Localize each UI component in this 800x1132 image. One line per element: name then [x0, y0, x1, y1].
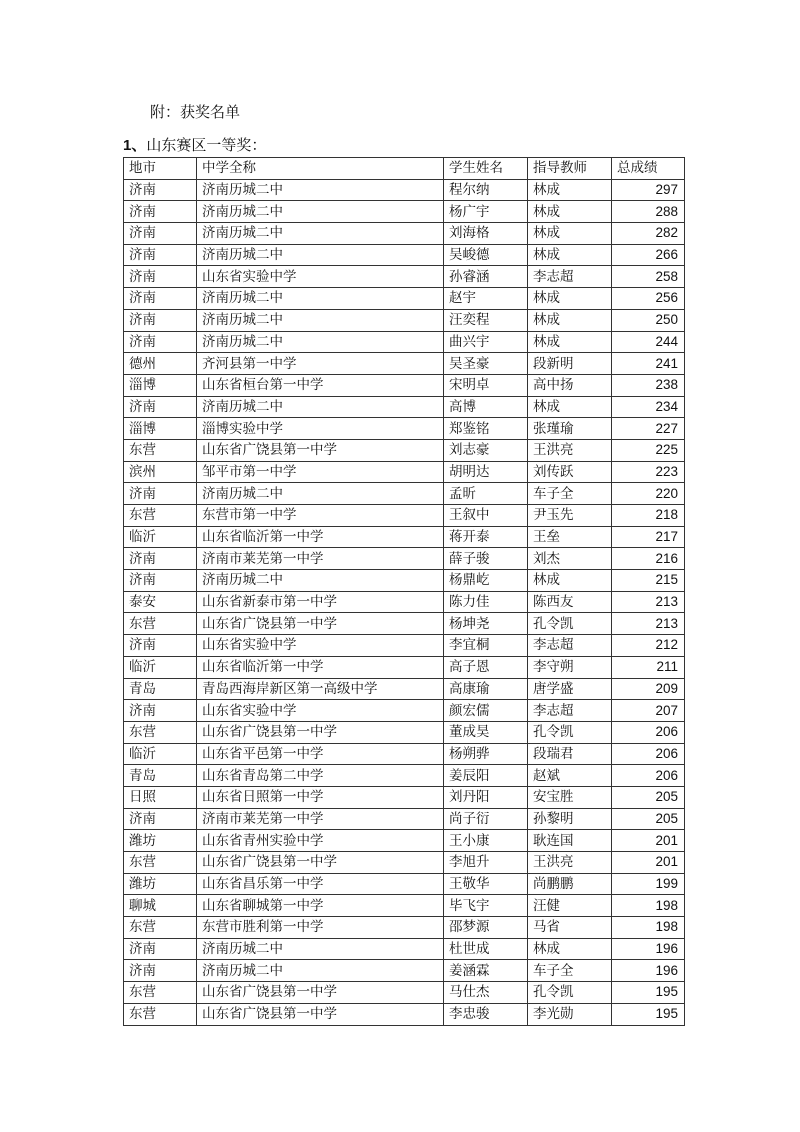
cell-score: 218 [612, 505, 685, 527]
cell-school: 山东省实验中学 [197, 635, 444, 657]
cell-city: 潍坊 [124, 873, 197, 895]
table-row [124, 656, 685, 678]
cell-teacher: 孔令凯 [528, 982, 612, 1004]
award-rows [124, 179, 685, 1025]
table-row [124, 505, 685, 527]
cell-student: 杨坤尧 [444, 613, 528, 635]
cell-student: 孟昕 [444, 483, 528, 505]
cell-teacher: 林成 [528, 179, 612, 201]
cell-score: 199 [612, 873, 685, 895]
cell-city: 东营 [124, 1003, 197, 1025]
table-row [124, 852, 685, 874]
cell-city: 济南 [124, 331, 197, 353]
table-row [124, 483, 685, 505]
cell-teacher: 耿连国 [528, 830, 612, 852]
cell-teacher: 段瑞君 [528, 743, 612, 765]
cell-student: 吴圣豪 [444, 353, 528, 375]
cell-city: 东营 [124, 917, 197, 939]
table-row [124, 786, 685, 808]
cell-student: 刘志豪 [444, 439, 528, 461]
table-row [124, 700, 685, 722]
cell-score: 266 [612, 244, 685, 266]
cell-score: 205 [612, 786, 685, 808]
cell-student: 郑鉴铭 [444, 418, 528, 440]
cell-city: 济南 [124, 808, 197, 830]
cell-score: 288 [612, 201, 685, 223]
table-row [124, 635, 685, 657]
table-row [124, 418, 685, 440]
cell-teacher: 李光勋 [528, 1003, 612, 1025]
table-row [124, 331, 685, 353]
cell-score: 196 [612, 960, 685, 982]
table-row [124, 613, 685, 635]
cell-teacher: 孔令凯 [528, 613, 612, 635]
cell-school: 山东省临沂第一中学 [197, 526, 444, 548]
award-table [123, 157, 685, 1026]
cell-teacher: 刘杰 [528, 548, 612, 570]
cell-teacher: 李守朔 [528, 656, 612, 678]
cell-teacher: 张瑾瑜 [528, 418, 612, 440]
cell-city: 济南 [124, 960, 197, 982]
cell-school: 山东省青州实验中学 [197, 830, 444, 852]
cell-score: 238 [612, 374, 685, 396]
cell-score: 211 [612, 656, 685, 678]
cell-teacher: 林成 [528, 223, 612, 245]
table-row [124, 439, 685, 461]
cell-city: 东营 [124, 721, 197, 743]
cell-student: 王叙中 [444, 505, 528, 527]
cell-teacher: 李志超 [528, 700, 612, 722]
cell-school: 山东省日照第一中学 [197, 786, 444, 808]
cell-city: 济南 [124, 570, 197, 592]
cell-school: 济南历城二中 [197, 288, 444, 310]
cell-school: 山东省昌乐第一中学 [197, 873, 444, 895]
annex-title: 附：获奖名单 [150, 103, 241, 121]
cell-school: 山东省广饶县第一中学 [197, 982, 444, 1004]
cell-city: 济南 [124, 201, 197, 223]
cell-student: 曲兴宇 [444, 331, 528, 353]
header-score: 总成绩 [612, 158, 685, 180]
cell-score: 198 [612, 895, 685, 917]
cell-school: 山东省广饶县第一中学 [197, 852, 444, 874]
cell-student: 马仕杰 [444, 982, 528, 1004]
cell-student: 陈力佳 [444, 591, 528, 613]
cell-city: 东营 [124, 439, 197, 461]
cell-teacher: 车子全 [528, 960, 612, 982]
cell-city: 日照 [124, 786, 197, 808]
cell-city: 潍坊 [124, 830, 197, 852]
table-row [124, 548, 685, 570]
cell-teacher: 汪健 [528, 895, 612, 917]
cell-student: 毕飞宇 [444, 895, 528, 917]
table-row [124, 765, 685, 787]
cell-school: 济南历城二中 [197, 483, 444, 505]
cell-school: 东营市胜利第一中学 [197, 917, 444, 939]
cell-student: 杨广宇 [444, 201, 528, 223]
cell-student: 李忠骏 [444, 1003, 528, 1025]
cell-teacher: 林成 [528, 201, 612, 223]
cell-school: 山东省平邑第一中学 [197, 743, 444, 765]
cell-school: 济南历城二中 [197, 244, 444, 266]
table-row [124, 960, 685, 982]
cell-score: 207 [612, 700, 685, 722]
cell-score: 297 [612, 179, 685, 201]
cell-student: 程尔纳 [444, 179, 528, 201]
table-row [124, 526, 685, 548]
cell-school: 济南历城二中 [197, 309, 444, 331]
cell-student: 李旭升 [444, 852, 528, 874]
cell-city: 济南 [124, 223, 197, 245]
cell-city: 德州 [124, 353, 197, 375]
cell-score: 196 [612, 938, 685, 960]
cell-city: 东营 [124, 982, 197, 1004]
cell-city: 东营 [124, 613, 197, 635]
cell-teacher: 段新明 [528, 353, 612, 375]
cell-student: 杨鼎屹 [444, 570, 528, 592]
cell-student: 姜涵霖 [444, 960, 528, 982]
table-row [124, 743, 685, 765]
cell-school: 济南历城二中 [197, 331, 444, 353]
cell-city: 济南 [124, 266, 197, 288]
section-title-text: 山东赛区一等奖： [146, 136, 267, 154]
cell-student: 高康瑜 [444, 678, 528, 700]
cell-student: 蒋开泰 [444, 526, 528, 548]
table-row [124, 396, 685, 418]
cell-school: 山东省临沂第一中学 [197, 656, 444, 678]
cell-school: 山东省实验中学 [197, 700, 444, 722]
table-row [124, 721, 685, 743]
cell-teacher: 安宝胜 [528, 786, 612, 808]
section-number: 1、 [123, 137, 147, 154]
cell-score: 206 [612, 743, 685, 765]
cell-score: 234 [612, 396, 685, 418]
cell-teacher: 林成 [528, 570, 612, 592]
cell-teacher: 刘传跃 [528, 461, 612, 483]
cell-score: 256 [612, 288, 685, 310]
cell-city: 济南 [124, 396, 197, 418]
cell-score: 227 [612, 418, 685, 440]
cell-school: 济南历城二中 [197, 396, 444, 418]
table-row [124, 244, 685, 266]
table-row [124, 570, 685, 592]
cell-city: 淄博 [124, 374, 197, 396]
cell-city: 济南 [124, 483, 197, 505]
cell-teacher: 林成 [528, 938, 612, 960]
cell-school: 山东省广饶县第一中学 [197, 721, 444, 743]
cell-score: 209 [612, 678, 685, 700]
cell-score: 244 [612, 331, 685, 353]
table-row [124, 266, 685, 288]
cell-student: 尚子衍 [444, 808, 528, 830]
cell-student: 刘海格 [444, 223, 528, 245]
table-row [124, 591, 685, 613]
cell-teacher: 王洪亮 [528, 439, 612, 461]
cell-score: 223 [612, 461, 685, 483]
cell-student: 董成昊 [444, 721, 528, 743]
cell-student: 孙睿涵 [444, 266, 528, 288]
cell-student: 杜世成 [444, 938, 528, 960]
cell-city: 东营 [124, 505, 197, 527]
cell-teacher: 林成 [528, 288, 612, 310]
cell-school: 山东省实验中学 [197, 266, 444, 288]
cell-school: 济南市莱芜第一中学 [197, 808, 444, 830]
cell-city: 济南 [124, 179, 197, 201]
cell-score: 212 [612, 635, 685, 657]
cell-city: 济南 [124, 700, 197, 722]
cell-school: 济南历城二中 [197, 938, 444, 960]
cell-teacher: 李志超 [528, 635, 612, 657]
cell-score: 250 [612, 309, 685, 331]
cell-score: 198 [612, 917, 685, 939]
cell-student: 胡明达 [444, 461, 528, 483]
cell-score: 205 [612, 808, 685, 830]
cell-teacher: 尹玉先 [528, 505, 612, 527]
table-row [124, 201, 685, 223]
cell-teacher: 孔令凯 [528, 721, 612, 743]
cell-teacher: 唐学盛 [528, 678, 612, 700]
cell-teacher: 王洪亮 [528, 852, 612, 874]
cell-teacher: 王垒 [528, 526, 612, 548]
cell-teacher: 赵斌 [528, 765, 612, 787]
cell-score: 213 [612, 613, 685, 635]
table-row [124, 873, 685, 895]
cell-school: 山东省青岛第二中学 [197, 765, 444, 787]
cell-score: 220 [612, 483, 685, 505]
cell-city: 临沂 [124, 656, 197, 678]
cell-student: 王小康 [444, 830, 528, 852]
cell-student: 刘丹阳 [444, 786, 528, 808]
cell-city: 淄博 [124, 418, 197, 440]
cell-teacher: 高中扬 [528, 374, 612, 396]
cell-student: 高博 [444, 396, 528, 418]
cell-score: 195 [612, 982, 685, 1004]
cell-school: 邹平市第一中学 [197, 461, 444, 483]
cell-student: 杨朔骅 [444, 743, 528, 765]
header-teacher: 指导教师 [528, 158, 612, 180]
cell-teacher: 孙黎明 [528, 808, 612, 830]
table-row [124, 288, 685, 310]
table-row [124, 179, 685, 201]
cell-student: 高子恩 [444, 656, 528, 678]
cell-score: 201 [612, 852, 685, 874]
table-row [124, 223, 685, 245]
cell-score: 206 [612, 721, 685, 743]
cell-teacher: 陈西友 [528, 591, 612, 613]
cell-score: 225 [612, 439, 685, 461]
table-row [124, 678, 685, 700]
cell-school: 山东省新泰市第一中学 [197, 591, 444, 613]
cell-city: 济南 [124, 548, 197, 570]
table-row [124, 309, 685, 331]
cell-teacher: 林成 [528, 244, 612, 266]
cell-score: 195 [612, 1003, 685, 1025]
cell-city: 济南 [124, 938, 197, 960]
cell-city: 青岛 [124, 678, 197, 700]
cell-score: 217 [612, 526, 685, 548]
table-row [124, 353, 685, 375]
table-row [124, 830, 685, 852]
cell-school: 山东省桓台第一中学 [197, 374, 444, 396]
cell-city: 东营 [124, 852, 197, 874]
header-student: 学生姓名 [444, 158, 528, 180]
table-header-row [124, 158, 685, 180]
table-row [124, 982, 685, 1004]
cell-score: 215 [612, 570, 685, 592]
cell-score: 201 [612, 830, 685, 852]
cell-school: 济南市莱芜第一中学 [197, 548, 444, 570]
cell-teacher: 车子全 [528, 483, 612, 505]
cell-score: 258 [612, 266, 685, 288]
cell-score: 282 [612, 223, 685, 245]
cell-student: 吴峻德 [444, 244, 528, 266]
cell-school: 山东省聊城第一中学 [197, 895, 444, 917]
cell-student: 邵梦源 [444, 917, 528, 939]
header-city: 地市 [124, 158, 197, 180]
cell-teacher: 尚鹏鹏 [528, 873, 612, 895]
cell-school: 山东省广饶县第一中学 [197, 1003, 444, 1025]
cell-city: 临沂 [124, 743, 197, 765]
table-row [124, 374, 685, 396]
table-row [124, 917, 685, 939]
cell-teacher: 林成 [528, 309, 612, 331]
cell-school: 济南历城二中 [197, 570, 444, 592]
cell-score: 216 [612, 548, 685, 570]
cell-school: 齐河县第一中学 [197, 353, 444, 375]
cell-school: 济南历城二中 [197, 201, 444, 223]
table-row [124, 461, 685, 483]
cell-score: 241 [612, 353, 685, 375]
cell-city: 济南 [124, 244, 197, 266]
cell-city: 泰安 [124, 591, 197, 613]
table-row [124, 808, 685, 830]
table-row [124, 895, 685, 917]
cell-city: 济南 [124, 288, 197, 310]
cell-city: 临沂 [124, 526, 197, 548]
cell-city: 聊城 [124, 895, 197, 917]
cell-school: 山东省广饶县第一中学 [197, 439, 444, 461]
cell-school: 青岛西海岸新区第一高级中学 [197, 678, 444, 700]
table-row [124, 1003, 685, 1025]
cell-score: 206 [612, 765, 685, 787]
cell-student: 汪奕程 [444, 309, 528, 331]
cell-teacher: 林成 [528, 331, 612, 353]
cell-city: 济南 [124, 309, 197, 331]
cell-school: 济南历城二中 [197, 179, 444, 201]
cell-school: 济南历城二中 [197, 223, 444, 245]
cell-teacher: 林成 [528, 396, 612, 418]
cell-student: 王敬华 [444, 873, 528, 895]
cell-student: 薛子骏 [444, 548, 528, 570]
header-school: 中学全称 [197, 158, 444, 180]
cell-school: 济南历城二中 [197, 960, 444, 982]
cell-student: 李宜桐 [444, 635, 528, 657]
cell-school: 淄博实验中学 [197, 418, 444, 440]
cell-student: 姜辰阳 [444, 765, 528, 787]
cell-teacher: 马省 [528, 917, 612, 939]
cell-teacher: 李志超 [528, 266, 612, 288]
cell-city: 滨州 [124, 461, 197, 483]
table-row [124, 938, 685, 960]
cell-school: 山东省广饶县第一中学 [197, 613, 444, 635]
section-heading [123, 134, 266, 157]
cell-city: 济南 [124, 635, 197, 657]
cell-school: 东营市第一中学 [197, 505, 444, 527]
cell-student: 宋明卓 [444, 374, 528, 396]
cell-city: 青岛 [124, 765, 197, 787]
cell-student: 赵宇 [444, 288, 528, 310]
cell-score: 213 [612, 591, 685, 613]
cell-student: 颜宏儒 [444, 700, 528, 722]
